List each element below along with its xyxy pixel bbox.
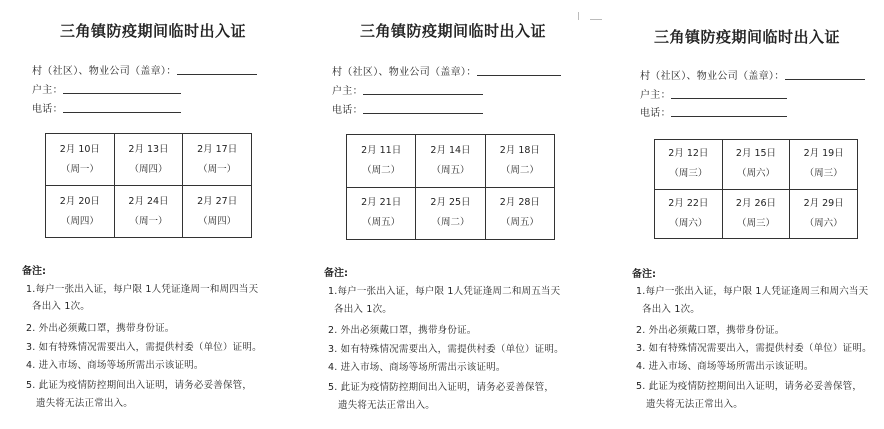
weekday-text: （周六） (669, 217, 708, 229)
phone-label: 电话： (32, 104, 63, 115)
date-cell (46, 134, 115, 186)
note-line: 4. 进入市场、商场等场所需出示该证明。 (636, 361, 814, 372)
note-line: 1.每户一张出入证，每户限 1人凭证逢周二和周五当天 (328, 286, 561, 297)
village-field (640, 67, 865, 82)
weekday-text: （周三） (804, 168, 843, 180)
note-line: 遗失将无法正常出入。 (338, 400, 436, 411)
date-cell (114, 186, 183, 238)
date-cell (46, 186, 115, 238)
note-line: 4. 进入市场、商场等场所需出示该证明。 (328, 362, 506, 373)
date-text: 2月 24日 (128, 195, 169, 207)
note-line: 3. 如有特殊情况需要出入，需提供村委（单位）证明。 (636, 343, 872, 354)
note-line: 各出入 1次。 (334, 304, 392, 315)
phone-field (332, 101, 483, 116)
note-line: 3. 如有特殊情况需要出入，需提供村委（单位）证明。 (26, 342, 262, 353)
date-text: 2月 19日 (803, 148, 844, 160)
village-label: 村（社区）、物业公司（盖章）： (332, 67, 477, 78)
household-head-label: 户主： (332, 86, 363, 97)
note-line: 2. 外出必须戴口罩，携带身份证。 (636, 325, 785, 336)
date-text: 2月 18日 (499, 144, 540, 156)
date-grid (346, 134, 555, 240)
date-cell (790, 140, 858, 190)
date-text: 2月 10日 (59, 143, 100, 155)
note-line: 1.每户一张出入证，每户限 1人凭证逢周一和周四当天 (26, 284, 259, 295)
notes-title: 备注: (632, 269, 656, 280)
date-text: 2月 22日 (668, 197, 709, 209)
weekday-text: （周一） (60, 163, 99, 175)
weekday-text: （周四） (60, 215, 99, 227)
date-text: 2月 17日 (197, 143, 238, 155)
page-corner-mark (590, 19, 602, 20)
note-line: 2. 外出必须戴口罩，携带身份证。 (26, 323, 175, 334)
date-text: 2月 26日 (735, 197, 777, 209)
date-text: 2月 14日 (430, 144, 471, 156)
date-cell (485, 187, 554, 240)
pass-card-1 (18, 0, 288, 420)
note-line: 3. 如有特殊情况需要出入，需提供村委（单位）证明。 (328, 344, 564, 355)
note-line: 各出入 1次。 (32, 301, 90, 312)
weekday-text: （周二） (362, 164, 401, 176)
phone-blank-line (363, 105, 483, 114)
weekday-text: （周六） (736, 168, 775, 180)
note-line: 1.每户一张出入证，每户限 1人凭证逢周三和周六当天 (636, 286, 869, 297)
date-text: 2月 13日 (128, 143, 169, 155)
date-cell (722, 189, 790, 239)
date-cell (347, 187, 416, 240)
household-head-field (640, 86, 787, 101)
note-line: 5. 此证为疫情防控期间出入证明，请务必妥善保管， (26, 380, 253, 391)
date-cell (183, 186, 252, 238)
phone-blank-line (63, 104, 181, 113)
household-head-blank-line (671, 90, 787, 99)
date-cell (655, 189, 723, 239)
weekday-text: （周二） (431, 217, 470, 229)
date-text: 2月 21日 (361, 197, 402, 209)
household-head-label: 户主： (640, 90, 671, 101)
weekday-text: （周四） (129, 163, 168, 175)
date-text: 2月 27日 (197, 195, 238, 207)
date-text: 2月 29日 (803, 197, 844, 209)
date-cell (347, 135, 416, 188)
village-field (332, 63, 561, 78)
weekday-text: （周三） (736, 217, 775, 229)
date-text: 2月 28日 (499, 197, 540, 209)
village-field (32, 62, 257, 77)
date-cell (416, 187, 485, 240)
phone-label: 电话： (640, 108, 671, 119)
weekday-text: （周五） (500, 217, 539, 229)
weekday-text: （周一） (129, 215, 168, 227)
note-line: 2. 外出必须戴口罩，携带身份证。 (328, 325, 477, 336)
household-head-blank-line (363, 86, 483, 95)
phone-field (32, 100, 181, 115)
phone-field (640, 104, 787, 119)
weekday-text: （周五） (362, 217, 401, 229)
pass-title: 三角镇防疫期间临时出入证 (653, 28, 840, 46)
weekday-text: （周三） (669, 168, 708, 180)
note-line: 5. 此证为疫情防控期间出入证明，请务必妥善保管， (328, 382, 555, 393)
note-line: 遗失将无法正常出入。 (646, 399, 744, 410)
date-grid (45, 133, 252, 238)
date-cell (485, 135, 554, 188)
village-blank-line (785, 71, 865, 80)
date-text: 2月 15日 (735, 148, 777, 160)
pass-title: 三角镇防疫期间临时出入证 (359, 22, 546, 40)
pass-card-3 (612, 0, 882, 420)
date-cell (416, 135, 485, 188)
date-text: 2月 25日 (430, 197, 471, 209)
date-cell (183, 134, 252, 186)
pass-title: 三角镇防疫期间临时出入证 (59, 22, 246, 40)
date-text: 2月 20日 (59, 195, 100, 207)
date-cell (790, 189, 858, 239)
date-cell (722, 140, 790, 190)
phone-blank-line (671, 108, 787, 117)
household-head-field (32, 81, 181, 96)
weekday-text: （周二） (500, 164, 539, 176)
date-cell (114, 134, 183, 186)
phone-label: 电话： (332, 105, 363, 116)
notes-title: 备注: (324, 268, 348, 279)
village-blank-line (177, 66, 257, 75)
note-line: 各出入 1次。 (642, 304, 700, 315)
note-line: 4. 进入市场、商场等场所需出示该证明。 (26, 360, 204, 371)
household-head-blank-line (63, 85, 181, 94)
date-grid (654, 139, 858, 239)
village-label: 村（社区）、物业公司（盖章）： (32, 66, 177, 77)
note-line: 遗失将无法正常出入。 (36, 398, 134, 409)
date-cell (655, 140, 723, 190)
village-blank-line (477, 67, 561, 76)
note-line: 5. 此证为疫情防控期间出入证明，请务必妥善保管， (636, 381, 863, 392)
village-label: 村（社区）、物业公司（盖章）： (640, 71, 785, 82)
weekday-text: （周五） (431, 164, 470, 176)
weekday-text: （周一） (198, 163, 237, 175)
weekday-text: （周六） (804, 217, 843, 229)
pass-card-2 (318, 0, 588, 420)
household-head-field (332, 82, 483, 97)
household-head-label: 户主： (32, 85, 63, 96)
date-text: 2月 11日 (361, 144, 402, 156)
weekday-text: （周四） (198, 215, 237, 227)
date-text: 2月 12日 (668, 148, 709, 160)
notes-title: 备注: (22, 266, 46, 277)
